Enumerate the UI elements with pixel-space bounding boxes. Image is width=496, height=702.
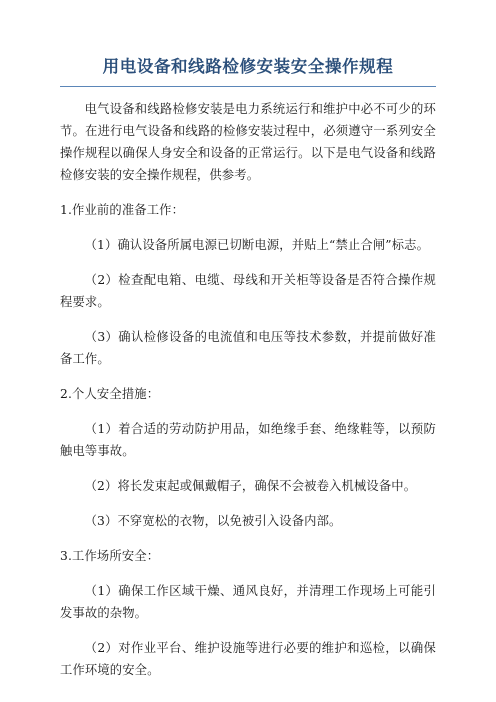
section-heading-2: 2.个人安全措施：	[60, 387, 160, 401]
section-1-item-3: （3）确认检修设备的电流值和电压等技术参数，并提前做好准备工作。	[60, 330, 436, 366]
section-1-item-1: （1）确认设备所属电源已切断电源，并贴上“禁止合闸”标志。	[84, 238, 430, 252]
section-heading-3: 3.工作场所安全：	[60, 549, 160, 563]
section-2-item-1: （1）着合适的劳动防护用品，如绝缘手套、绝缘鞋等，以预防触电等事故。	[60, 422, 436, 458]
section-2-item-2: （2）将长发束起或佩戴帽子，确保不会被卷入机械设备中。	[84, 479, 417, 493]
section-3-item-1: （1）确保工作区域干燥、通风良好，并清理工作现场上可能引发事故的杂物。	[60, 584, 436, 620]
section-heading-1: 1.作业前的准备工作：	[60, 203, 185, 217]
intro-paragraph: 电气设备和线路检修安装是电力系统运行和维护中必不可少的环节。在进行电气设备和线路的检修安装过程中，必须遵守一系列安全操作规程以确保人身安全和设备的正常运行。以下是电气设备和线路检修安装的安全操作规程，供参考。	[60, 102, 436, 182]
title-underline	[60, 86, 436, 87]
section-2-item-3: （3）不穿宽松的衣物，以免被引入设备内部。	[84, 514, 342, 528]
section-3-item-2: （2）对作业平台、维护设施等进行必要的维护和巡检，以确保工作环境的安全。	[60, 641, 436, 677]
section-1-item-2: （2）检查配电箱、电缆、母线和开关柜等设备是否符合操作规程要求。	[60, 273, 436, 309]
document-title: 用电设备和线路检修安装安全操作规程	[102, 57, 394, 76]
